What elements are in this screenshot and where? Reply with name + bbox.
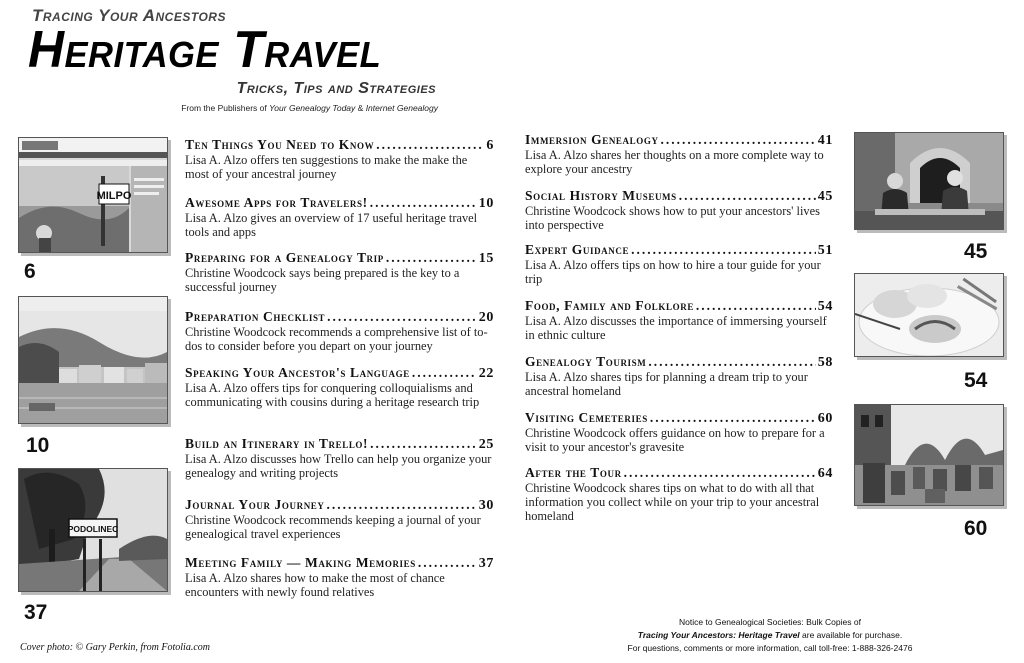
toc-title: Speaking Your Ancestor's Language <box>185 365 410 380</box>
photo-village-road-sign <box>18 468 168 592</box>
toc-entry[interactable] <box>185 436 494 480</box>
photo-website-screenshot <box>18 137 168 253</box>
photo-museum-kitchen <box>854 132 1004 230</box>
toc-page: 10 <box>478 196 494 211</box>
toc-page: 41 <box>817 133 833 148</box>
toc-title: Preparation Checklist <box>185 309 326 324</box>
toc-title: Food, Family and Folklore <box>525 298 694 313</box>
toc-entry[interactable] <box>525 298 833 342</box>
toc-title: Expert Guidance <box>525 242 630 257</box>
toc-page: 64 <box>817 466 833 481</box>
toc-desc: Lisa A. Alzo shares how to make the most of chance encounters with newly found relatives <box>185 571 445 599</box>
toc-entry[interactable] <box>525 465 833 523</box>
sign-milpo: MILPO <box>96 190 132 202</box>
toc-page: 54 <box>817 299 833 314</box>
series-title: Tracing Your Ancestors <box>32 6 226 25</box>
toc-desc: Lisa A. Alzo discusses how Trello can help you organize your genealogy and writing projects <box>185 452 492 480</box>
toc-entry[interactable] <box>525 354 833 398</box>
toc-title: After the Tour <box>525 465 622 480</box>
toc-desc: Lisa A. Alzo discusses the importance of immersing yourself in ethnic culture <box>525 314 827 342</box>
photo-page-6: 6 <box>24 260 36 283</box>
toc-desc: Lisa A. Alzo offers ten suggestions to make the make the most of your ancestral journey <box>185 153 468 181</box>
toc-page: 6 <box>486 138 494 153</box>
toc-desc: Christine Woodcock offers guidance on how to prepare for a visit to your ancestor's gravesite <box>525 426 825 454</box>
toc-page: 58 <box>817 355 833 370</box>
bulk-copies-notice: Notice to Genealogical Societies: Bulk Copies of Tracing Your Ancestors: Heritage Travel are available for purchase. For questions, comments or more information, call toll-free: 1-888-326-2476 <box>620 616 920 655</box>
toc-desc: Lisa A. Alzo shares tips for planning a dream trip to your ancestral homeland <box>525 370 808 398</box>
sign-podolinec: PODOLINEC <box>67 524 119 534</box>
toc-entry[interactable] <box>185 137 494 181</box>
photo-page-10: 10 <box>26 434 50 457</box>
toc-title: Journal Your Journey <box>185 497 325 512</box>
photo-cemetery <box>854 404 1004 506</box>
toc-title: Immersion Genealogy <box>525 132 659 147</box>
subtitle: Tricks, Tips and Strategies <box>236 80 436 97</box>
toc-page: 45 <box>817 189 833 204</box>
toc-entry[interactable] <box>185 365 494 409</box>
toc-entry[interactable] <box>185 195 494 239</box>
photo-page-60: 60 <box>964 517 988 540</box>
toc-page: 20 <box>478 310 494 325</box>
toc-title: Social History Museums <box>525 188 677 203</box>
toc-title: Awesome Apps for Travelers! <box>185 195 368 210</box>
photo-page-37: 37 <box>24 601 48 624</box>
notice-phone: For questions, comments or more information, call toll-free: 1-888-326-2476 <box>627 643 913 653</box>
toc-page: 60 <box>817 411 833 426</box>
toc-entry[interactable] <box>185 309 494 353</box>
toc-desc: Lisa A. Alzo shares her thoughts on a more complete way to explore your ancestry <box>525 148 824 176</box>
page-title: Heritage Travel <box>28 21 382 79</box>
toc-page: 37 <box>478 556 494 571</box>
toc-entry[interactable] <box>525 242 833 286</box>
toc-page: 22 <box>478 366 494 381</box>
notice-title: Tracing Your Ancestors: Heritage Travel <box>637 630 800 640</box>
publishers-line: From the Publishers of Your Genealogy Today & Internet Genealogy <box>181 103 438 113</box>
toc-desc: Christine Woodcock shares tips on what to do with all that information you collect while on your trip to your ancestral homeland <box>525 481 820 523</box>
toc-page: 25 <box>478 437 494 452</box>
photo-page-45: 45 <box>964 240 988 263</box>
photo-page-54: 54 <box>964 369 988 392</box>
toc-title: Genealogy Tourism <box>525 354 647 369</box>
toc-entry[interactable] <box>525 188 833 232</box>
toc-desc: Christine Woodcock says being prepared is the key to a successful journey <box>185 266 460 294</box>
toc-entry[interactable] <box>525 410 833 454</box>
toc-entry[interactable] <box>185 497 494 541</box>
toc-title: Build an Itinerary in Trello! <box>185 436 369 451</box>
toc-title: Meeting Family — Making Memories <box>185 555 416 570</box>
toc-page: 30 <box>478 498 494 513</box>
toc-desc: Christine Woodcock recommends a comprehensive list of to-dos to consider before you depart on your journey <box>185 325 488 353</box>
toc-title: Preparing for a Genealogy Trip <box>185 250 384 265</box>
toc-desc: Christine Woodcock shows how to put your ancestors' lives into perspective <box>525 204 820 232</box>
toc-desc: Lisa A. Alzo gives an overview of 17 useful heritage travel tools and apps <box>185 211 478 239</box>
toc-entry[interactable] <box>185 555 494 599</box>
photo-lakeside-town <box>18 296 168 424</box>
toc-entry[interactable] <box>185 250 494 294</box>
cover-credit: Cover photo: © Gary Perkin, from Fotolia.com <box>20 642 210 653</box>
toc-desc: Lisa A. Alzo offers tips for conquering colloquialisms and communicating with cousins during a heritage research trip <box>185 381 480 409</box>
toc-entry[interactable] <box>525 132 833 176</box>
toc-desc: Lisa A. Alzo offers tips on how to hire a tour guide for your trip <box>525 258 821 286</box>
toc-page: 15 <box>478 251 494 266</box>
toc-title: Ten Things You Need to Know <box>185 137 375 152</box>
toc-desc: Christine Woodcock recommends keeping a journal of your genealogical travel experiences <box>185 513 481 541</box>
photo-dumplings <box>854 273 1004 357</box>
toc-page: 51 <box>817 243 833 258</box>
toc-title: Visiting Cemeteries <box>525 410 648 425</box>
